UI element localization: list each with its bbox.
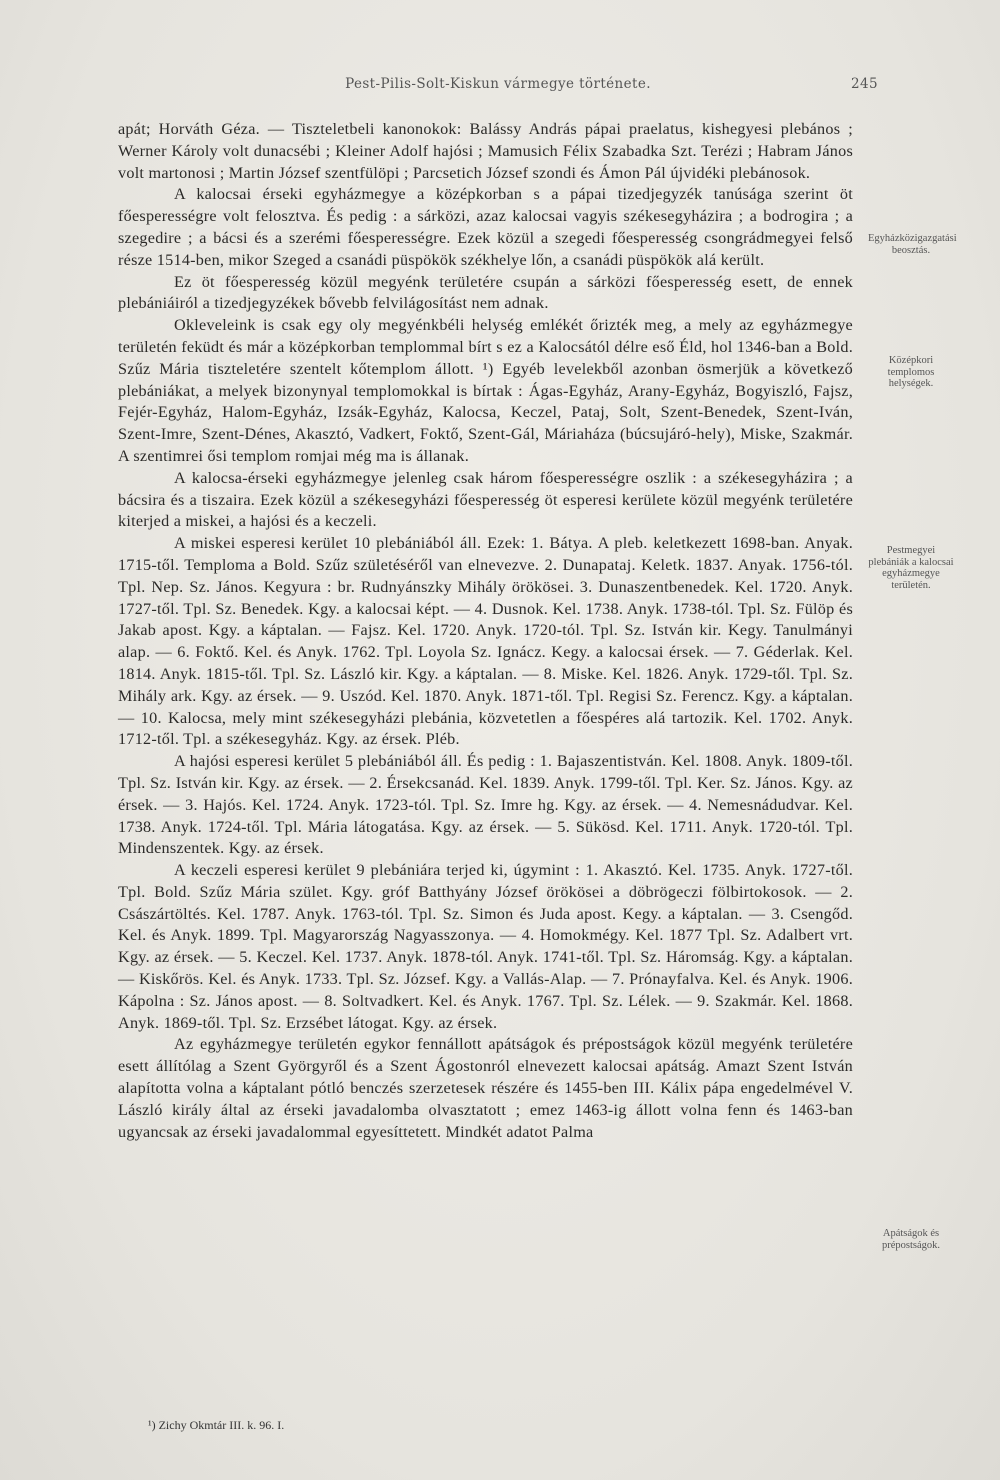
body-text xyxy=(118,119,853,1143)
margin-note: Pestmegyei plebániák a kalocsai egyházmegye területén. xyxy=(868,545,954,591)
paragraph: A kalocsa-érseki egyházmegye jelenleg csak három főesperességre oszlik : a székesegyházira ; a bácsira és a tiszaira. Ezek közül a székesegyházi főesperesség öt esperesi kerülete közül megyénk területére kiterjed a miskei, a hajósi és a keczeli. xyxy=(118,468,853,531)
page-number: 245 xyxy=(851,76,878,92)
paragraph: Az egyházmegye területén egykor fennállott apátságok és prépostságok közül megyénk területére esett állítólag a Szent Györgyről és a Szent Ágostonról elnevezett kalocsai apátság. Amazt Szent István alapította volna a káptalant pótló benczés szerzetesek részére és 1455-ben III. Kálix pápa engedelmével V. László király által az érseki javadalomba olvasztatott ; emez 1463-ig állott volna fenn és 1463-ban ugyancsak az érseki javadalommal egyesíttetett. Mindkét adatot Palma xyxy=(118,1035,853,1141)
margin-note: Egyházközigazgatási beosztás. xyxy=(868,233,957,256)
paragraph: A miskei esperesi kerület 10 plebániából áll. Ezek: 1. Bátya. A pleb. keletkezett 1698-ban. Anyak. 1715-től. Temploma a Bold. Szűz születéséről van elnevezve. 2. Dunapataj. Keletk. 1837. Anyak. 1756-tól. Tpl. Nep. Sz. János. Kegyura : br. Rudnyánszky Mihály örökösei. 3. Dunaszentbenedek. Kel. 1720. Anyk. 1727-től. Tpl. Sz. Benedek. Kgy. a kalocsai képt. — 4. Dusnok. Kel. 1738. Anyk. 1738-tól. Tpl. Sz. Fülöp és Jakab apost. Kgy. a káptalan. — Fajsz. Kel. 1720. Anyk. 1720-tól. Tpl. Sz. István kir. Kegy. Tanulmányi alap. — 6. Foktő. Kel. és Anyk. 1762. Tpl. Loyola Sz. Ignácz. Kegy. a kalocsai érsek. — 7. Géderlak. Kel. 1814. Anyk. 1815-től. Tpl. Sz. László kir. Kgy. a káptalan. — 8. Miske. Kel. 1826. Anyk. 1729-től. Tpl. Sz. Mihály ark. Kgy. az érsek. — 9. Uszód. Kel. 1870. Anyk. 1871-től. Tpl. Regisi Sz. Ferencz. Kgy. a káptalan. — 10. Kalocsa, mely mint székesegyházi plebánia, közvetetlen a főespéres alá tartozik. Kel. 1702. Anyk. 1712-től. Tpl. a székesegyház. Kgy. az érsek. Pléb. xyxy=(118,534,853,749)
paragraph: Ez öt főesperesség közül megyénk területére csupán a sárközi főesperesség esett, de ennek plebániáiról a tizedjegyzékek bővebb felvilágosítást nem adnak. xyxy=(118,272,853,313)
paragraph: A kalocsai érseki egyházmegye a középkorban s a pápai tizedjegyzék tanúsága szerint öt főesperességre volt felosztva. És pedig : a sárközi, azaz kalocsai vagyis székesegyházira ; a bodrogira ; a szegedire ; a bácsi és a szerémi főesperességre. Ezek közül a szegedi főesperesség csongrádmegyei felső része 1514-ben, mikor Szeged a csanádi püspökök székhelye lőn, a csanádi püspökök alá került. xyxy=(118,185,853,269)
paragraph: Okleveleink is csak egy oly megyénkbéli helység emlékét őrizték meg, a mely az egyházmegye területén feküdt és már a középkorban templommal bírt s ez a Kalocsától délre eső Éld, hol 1346-ban a Bold. Szűz Mária tiszteletére szentelt kőtemplom állott. ¹) Egyéb levelekből azonban ösmerjük a következő plebániákat, a melyek bizonynyal templomokkal is bírtak : Ágas-Egyház, Arany-Egyház, Bogyiszló, Fajsz, Fejér-Egyház, Halom-Egyház, Izsák-Egyház, Kalocsa, Keczel, Pataj, Solt, Szent-Benedek, Szent-Iván, Szent-Imre, Szent-Dénes, Akasztó, Vadkert, Foktő, Szent-Gál, Máriaháza (búcsujáró-hely), Miske, Szakmár. A szentimrei ősi templom romjai még ma is állanak. xyxy=(118,316,853,465)
paragraph: A hajósi esperesi kerület 5 plebániából áll. És pedig : 1. Bajaszentistván. Kel. 1808. Anyk. 1809-től. Tpl. Sz. István kir. Kgy. az érsek. — 2. Érsekcsanád. Kel. 1839. Anyk. 1799-től. Tpl. Ker. Sz. János. Kgy. az érsek. — 3. Hajós. Kel. 1724. Anyk. 1723-tól. Tpl. Sz. Imre hg. Kgy. az érsek. — 4. Nemesnádudvar. Kel. 1738. Anyk. 1724-től. Tpl. Mária látogatása. Kgy. az érsek. — 5. Sükösd. Kel. 1711. Anyk. 1720-tól. Tpl. Mindenszentek. Kgy. az érsek. xyxy=(118,752,853,858)
paragraph: apát; Horváth Géza. — Tiszteletbeli kanonokok: Balássy András pápai praelatus, kishegyesi plebános ; Werner Károly volt dunacsébi ; Kleiner Adolf hajósi ; Mamusich Félix Szabadka Szt. Terézi ; Habram János volt martonosi ; Martin József szentfülöpi ; Parcsetich József szondi és Ámon Pál újvidéki plebánosok. xyxy=(118,120,853,182)
running-title: Pest-Pilis-Solt-Kiskun vármegye története. xyxy=(345,76,651,92)
margin-note: Apátságok és prépostságok. xyxy=(881,1228,941,1251)
footnote: ¹) Zichy Okmtár III. k. 96. I. xyxy=(148,1418,285,1432)
paragraph: A keczeli esperesi kerület 9 plebániára terjed ki, úgymint : 1. Akasztó. Kel. 1735. Anyk. 1727-től. Tpl. Bold. Szűz Mária szület. Kgy. gróf Batthyány József örökösei a döbrögeczi fölbirtokosok. — 2. Császártöltés. Kel. 1787. Anyk. 1763-tól. Tpl. Sz. Simon és Juda apost. Kegy. a káptalan. — 3. Csengőd. Kel. és Anyk. 1899. Tpl. Magyarország Nagyasszonya. — 4. Homokmégy. Kel. 1877 Tpl. Sz. Adalbert vrt. Kgy. az érsek. — 5. Keczel. Kel. 1737. Anyk. 1878-tól. Anyk. 1741-től. Tpl. Sz. Háromság. Kgy. a káptalan. — Kiskőrös. Kel. és Anyk. 1733. Tpl. Sz. József. Kgy. a Vallás-Alap. — 7. Prónayfalva. Kel. és Anyk. 1906. Kápolna : Sz. János apost. — 8. Soltvadkert. Kel. és Anyk. 1767. Tpl. Sz. Lélek. — 9. Szakmár. Kel. 1868. Anyk. 1869-től. Tpl. Sz. Erzsébet látogat. Kgy. az érsek. xyxy=(118,861,853,1032)
margin-note: Középkori templomos helységek. xyxy=(887,355,935,389)
